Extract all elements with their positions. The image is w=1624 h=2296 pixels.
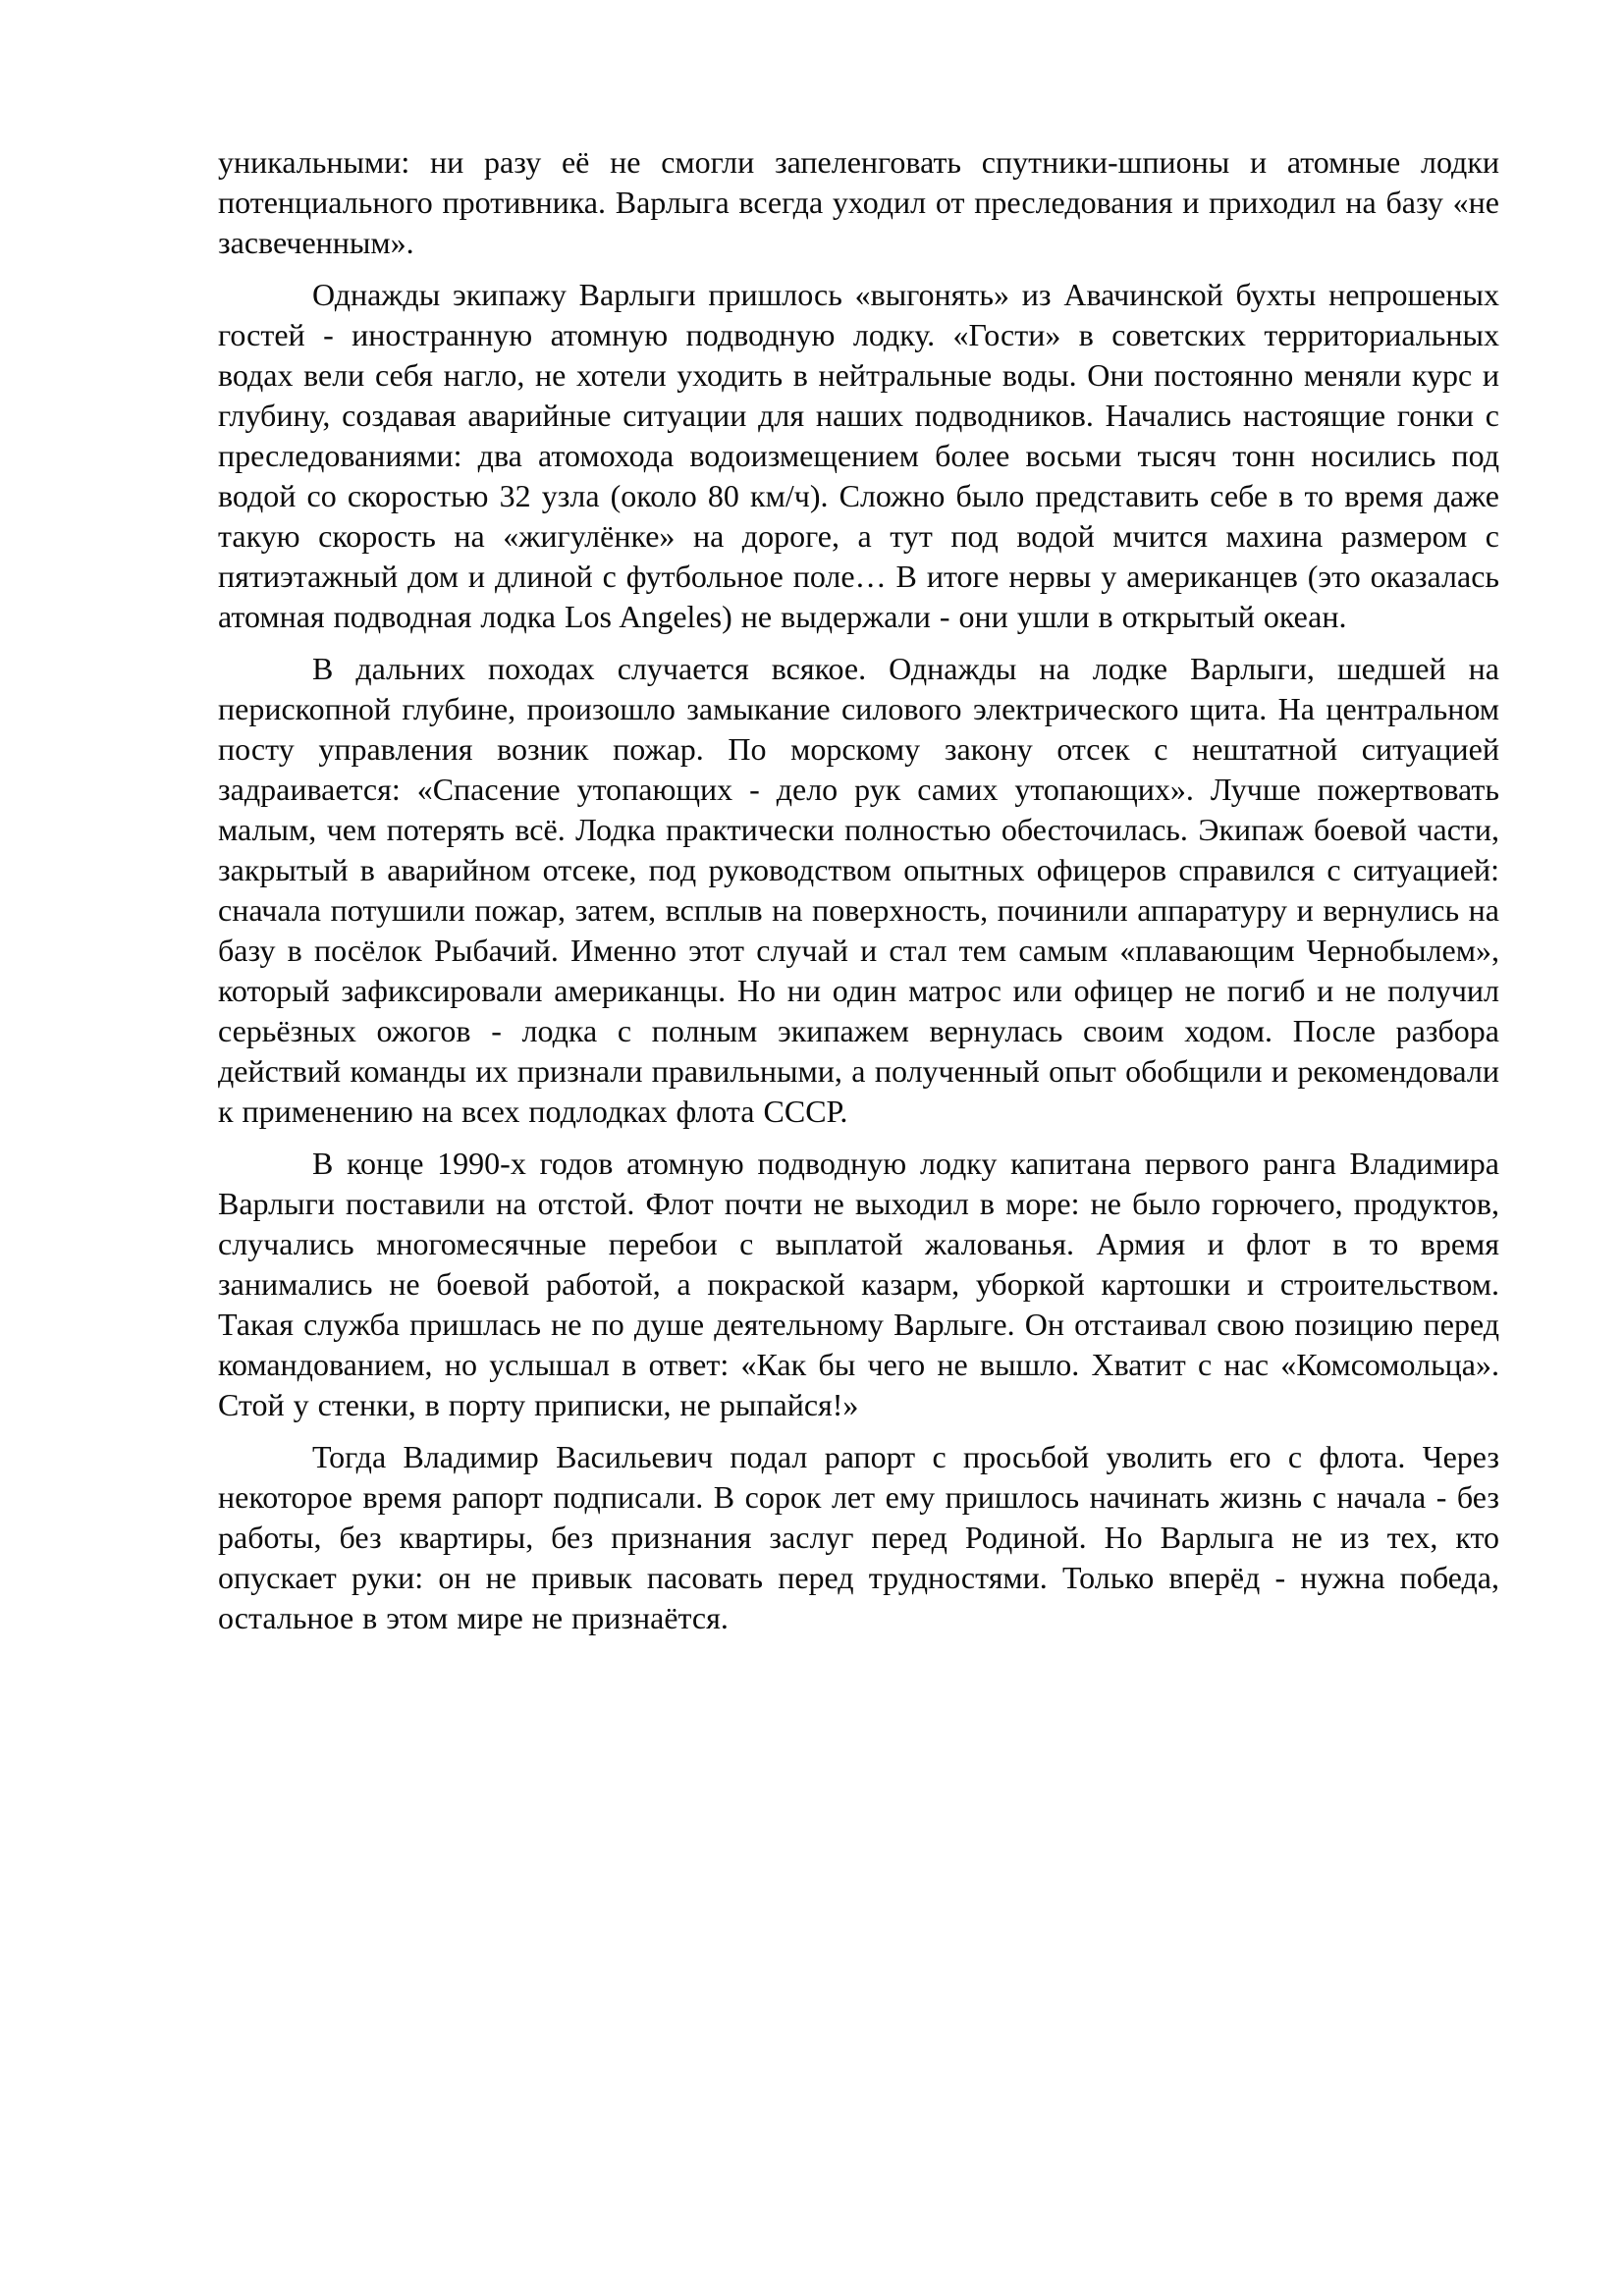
paragraph-4: В конце 1990-х годов атомную подводную лодку капитана первого ранга Владимира Варлыги поставили на отстой. Флот почти не выходил в море: не было горючего, продуктов, случались многомесячные перебои с выплатой жалованья. Армия и флот в то время занимались не боевой работой, а покраской казарм, уборкой картошки и строительством. Такая служба пришлась не по душе деятельному Варлыге. Он отстаивал свою позицию перед командованием, но услышал в ответ: «Как бы чего не вышло. Хватит с нас «Комсомольца». Стой у стенки, в порту приписки, не рыпайся!»: [218, 1146, 1499, 1422]
text-block: [218, 142, 1499, 1650]
paragraph-5: Тогда Владимир Васильевич подал рапорт с просьбой уволить его с флота. Через некоторое время рапорт подписали. В сорок лет ему пришлось начинать жизнь с начала - без работы, без квартиры, без признания заслуг перед Родиной. Но Варлыга не из тех, кто опускает руки: он не привык пасовать перед трудностями. Только вперёд - нужна победа, остальное в этом мире не признаётся.: [218, 1439, 1499, 1635]
paragraph-3: В дальних походах случается всякое. Однажды на лодке Варлыги, шедшей на перископной глубине, произошло замыкание силового электрического щита. На центральном посту управления возник пожар. По морскому закону отсек с нештатной ситуацией задраивается: «Спасение утопающих - дело рук самих утопающих». Лучше пожертвовать малым, чем потерять всё. Лодка практически полностью обесточилась. Экипаж боевой части, закрытый в аварийном отсеке, под руководством опытных офицеров справился с ситуацией: сначала потушили пожар, затем, всплыв на поверхность, починили аппаратуру и вернулись на базу в посёлок Рыбачий. Именно этот случай и стал тем самым «плавающим Чернобылем», который зафиксировали американцы. Но ни один матрос или офицер не погиб и не получил серьёзных ожогов - лодка с полным экипажем вернулась своим ходом. После разбора действий команды их признали правильными, а полученный опыт обобщили и рекомендовали к применению на всех подлодках флота СССР.: [218, 651, 1499, 1129]
paragraph-2: Однажды экипажу Варлыги пришлось «выгонять» из Авачинской бухты непрошеных гостей - иностранную атомную подводную лодку. «Гости» в советских территориальных водах вели себя нагло, не хотели уходить в нейтральные воды. Они постоянно меняли курс и глубину, создавая аварийные ситуации для наших подводников. Начались настоящие гонки с преследованиями: два атомохода водоизмещением более восьми тысяч тонн носились под водой со скоростью 32 узла (около 80 км/ч). Сложно было представить себе в то время даже такую скорость на «жигулёнке» на дороге, а тут под водой мчится махина размером с пятиэтажный дом и длиной с футбольное поле… В итоге нервы у американцев (это оказалась атомная подводная лодка Los Angeles) не выдержали - они ушли в открытый океан.: [218, 277, 1499, 634]
paragraph-1: уникальными: ни разу её не смогли запеленговать спутники-шпионы и атомные лодки потенциального противника. Варлыга всегда уходил от преследования и приходил на базу «не засвеченным».: [218, 144, 1499, 260]
